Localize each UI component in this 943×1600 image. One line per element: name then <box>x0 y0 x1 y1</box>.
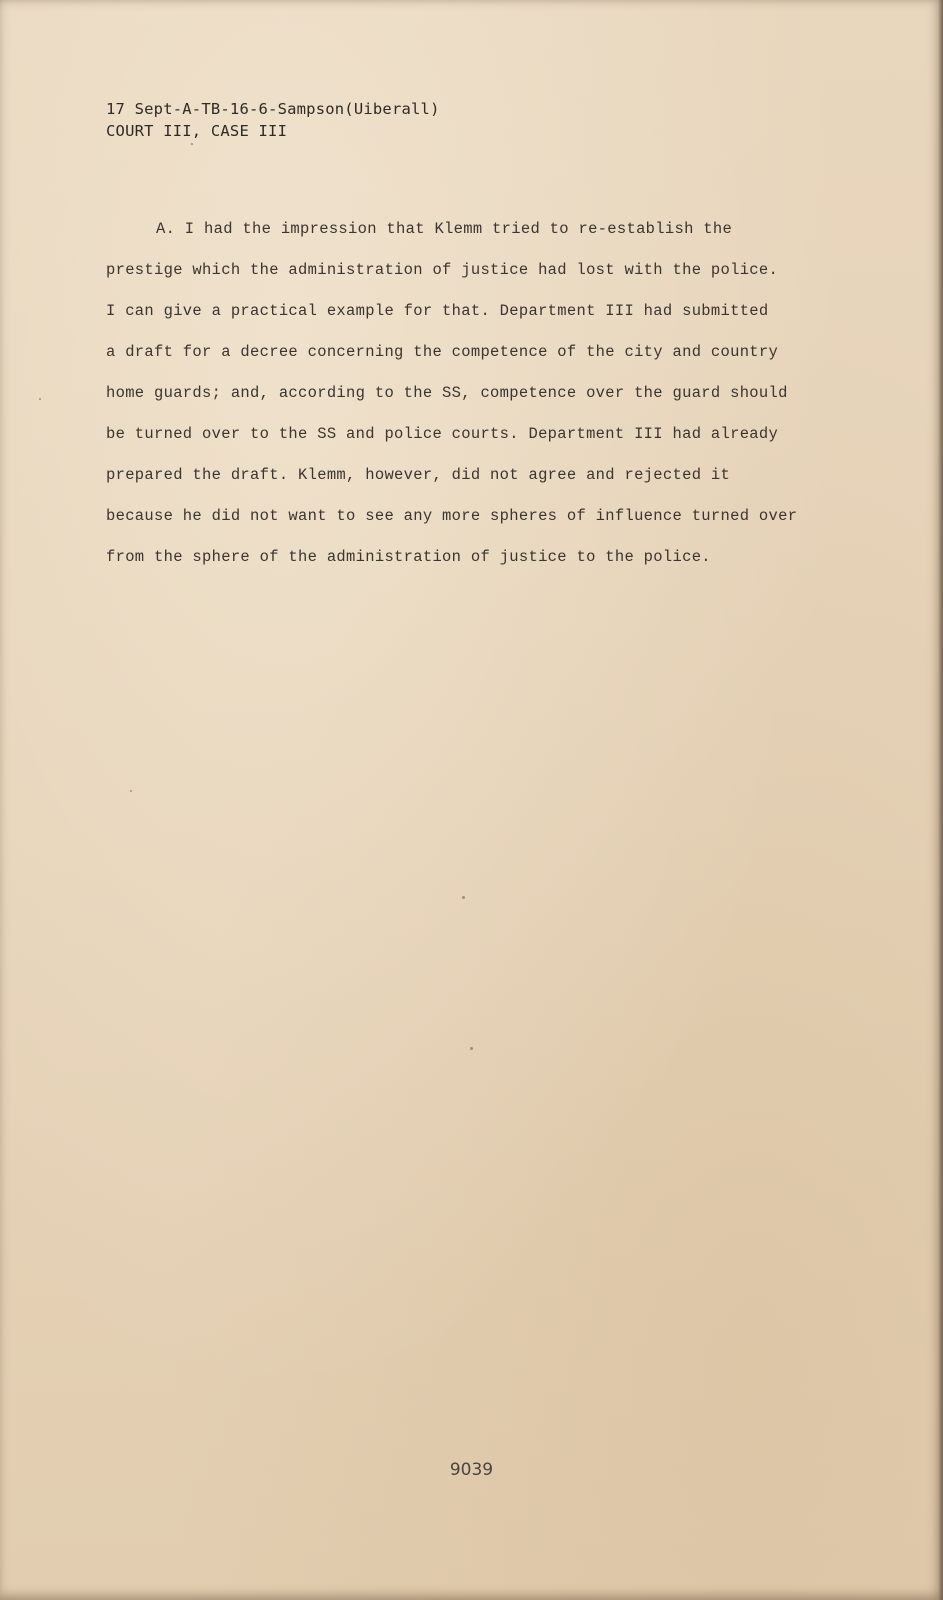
page-edge-shadow <box>938 0 943 1600</box>
paragraph-line: A. I had the impression that Klemm tried to re-establish the <box>156 220 733 238</box>
paragraph-line: because he did not want to see any more spheres of influence turned over <box>106 507 798 525</box>
paper-speck <box>39 398 41 400</box>
testimony-paragraph <box>106 218 846 587</box>
paragraph-line: be turned over to the SS and police courts. Department III had already <box>106 425 779 443</box>
paper-speck <box>191 143 193 145</box>
paper-speck <box>470 1047 473 1050</box>
document-header <box>106 98 440 142</box>
paragraph-line: from the sphere of the administration of justice to the police. <box>106 548 711 566</box>
paragraph-line: prestige which the administration of justice had lost with the police. <box>106 261 779 279</box>
paragraph-line: I can give a practical example for that. Department III had submitted <box>106 302 769 320</box>
page-number: 9039 <box>449 1460 494 1480</box>
header-court-case-line: COURT III, CASE III <box>106 122 288 140</box>
paper-speck <box>130 790 132 792</box>
paragraph-line: a draft for a decree concerning the competence of the city and country <box>106 343 779 361</box>
paper-speck <box>462 896 465 899</box>
paragraph-line: prepared the draft. Klemm, however, did not agree and rejected it <box>106 466 731 484</box>
header-reference-line: 17 Sept-A-TB-16-6-Sampson(Uiberall) <box>106 100 440 118</box>
paragraph-line: home guards; and, according to the SS, competence over the guard should <box>106 384 788 402</box>
